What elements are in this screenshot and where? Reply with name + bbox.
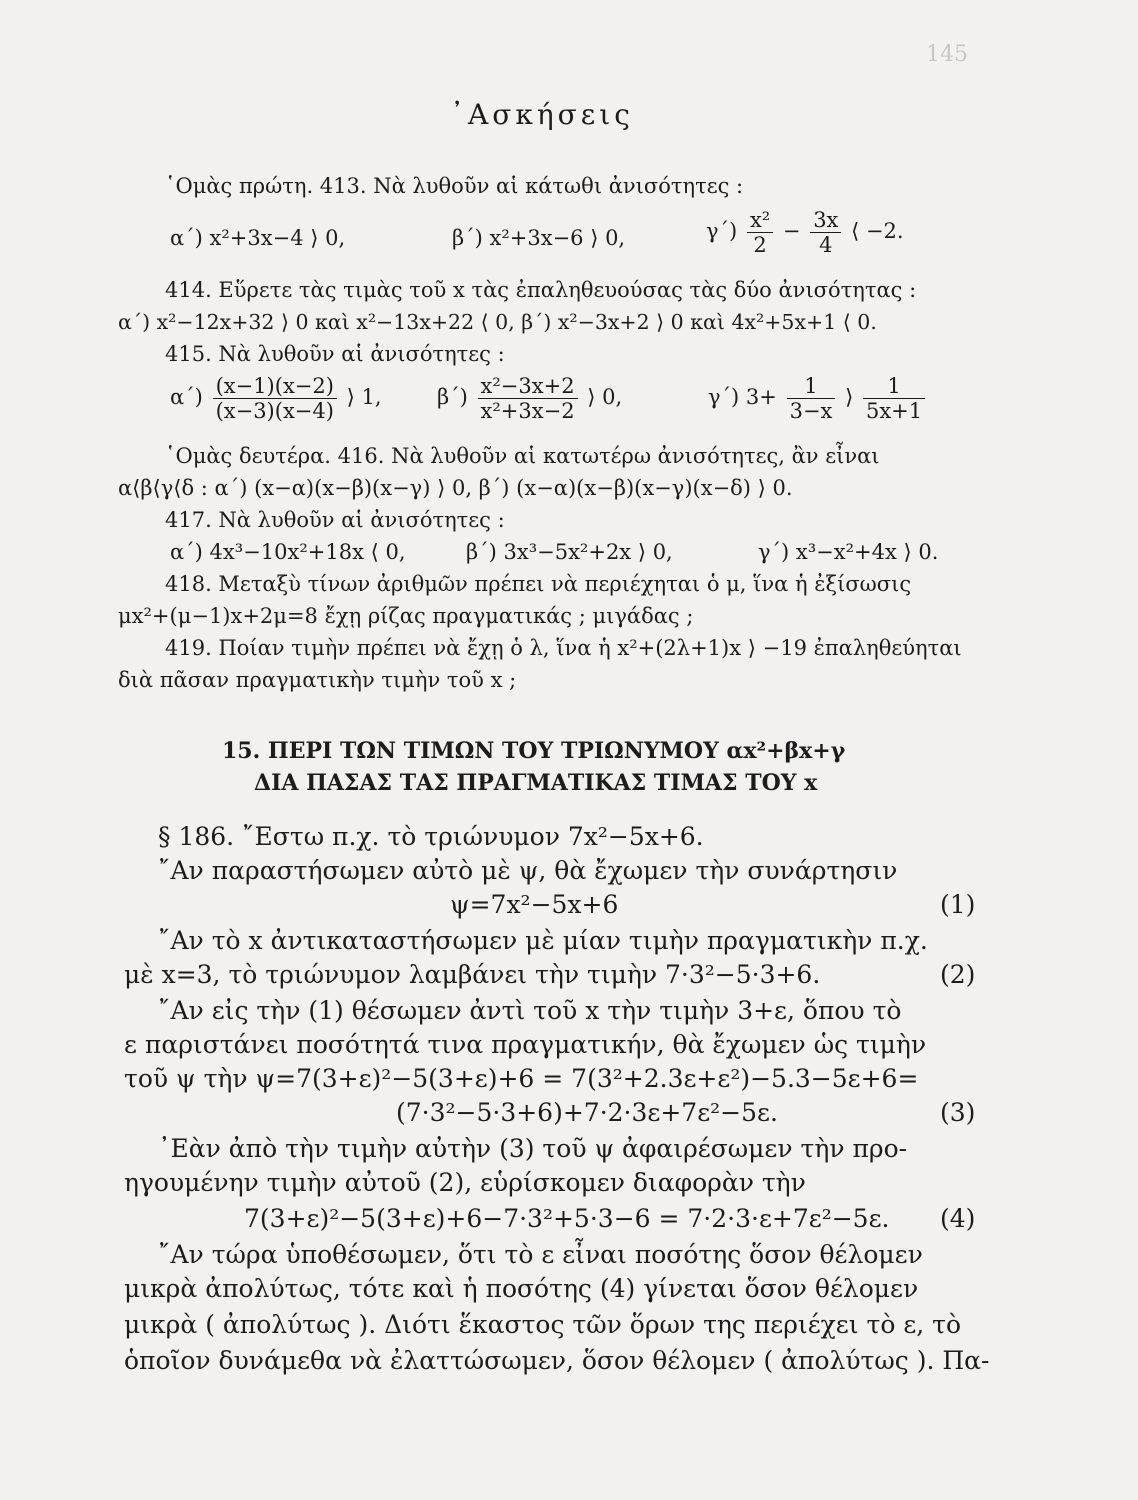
page-number: 145: [926, 42, 968, 67]
exercise-413-c-label: γ΄): [706, 219, 738, 244]
exercise-415-c: γ΄) 3+ $\frac{1}{3-x}$ ⟩ $\frac{1}{5x+1}$: [708, 374, 928, 423]
exercise-413-c: γ΄) $\frac{\text{x²}}{2}$ − $\frac{3x}{4}$ ⟨ −2.: [706, 208, 904, 258]
exercise-417-b: β΄) 3x³−5x²+2x ⟩ 0,: [466, 540, 673, 564]
paragraph-186-start: § 186. ῎Εστω π.χ. τὸ τριώνυμον 7x²−5x+6.: [158, 822, 704, 851]
body-line: μὲ x=3, τὸ τριώνυμον λαμβάνει τὴν τιμὴν 7·3²−5·3+6.: [124, 960, 821, 989]
fraction: $\frac{(x-1)(x-2)}{(x-3)(x-4)}$: [213, 374, 337, 423]
exercise-417-c: γ΄) x³−x²+4x ⟩ 0.: [758, 540, 939, 564]
body-line: μικρὰ ἀπολύτως, τότε καὶ ἡ ποσότης (4) γίνεται ὅσον θέλομεν: [124, 1274, 919, 1303]
page-title: ᾿Ασκήσεις: [450, 98, 634, 131]
fraction: $\frac{3x}{4}$: [810, 208, 841, 257]
exercise-416-parts: α⟨β⟨γ⟨δ : α΄) (x−α)(x−β)(x−γ) ⟩ 0, β΄) (x−α)(x−β)(x−γ)(x−δ) ⟩ 0.: [118, 476, 793, 500]
body-line: ῎Αν παραστήσωμεν αὐτὸ μὲ ψ, θὰ ἔχωμεν τὴν συνάρτησιν: [158, 856, 898, 885]
exercise-418-line2: μx²+(μ−1)x+2μ=8 ἔχῃ ρίζας πραγματικάς ; μιγάδας ;: [118, 604, 694, 628]
fraction: $\frac{\text{x²−3x+2}}{\text{x²+3x−2}}$: [478, 374, 578, 423]
body-line: ε παριστάνει ποσότητά τινα πραγματικήν, θὰ ἔχωμεν ὡς τιμὴν: [124, 1030, 927, 1059]
exercise-417-intro: 417. Νὰ λυθοῦν αἱ ἀνισότητες :: [165, 508, 505, 532]
body-line: ῎Αν τὸ x ἀντικαταστήσωμεν μὲ μίαν τιμὴν πραγματικὴν π.χ.: [158, 926, 928, 955]
equation-3: (7·3²−5·3+6)+7·2·3ε+7ε²−5ε.: [396, 1098, 778, 1127]
section-heading-line1: 15. ΠΕΡΙ ΤΩΝ ΤΙΜΩΝ ΤΟΥ ΤΡΙΩΝΥΜΟΥ αx²+βx+γ: [222, 738, 846, 764]
exercise-417-a: α΄) 4x³−10x²+18x ⟨ 0,: [170, 540, 406, 564]
exercise-419-line2: διὰ πᾶσαν πραγματικὴν τιμὴν τοῦ x ;: [118, 668, 517, 692]
body-line: μικρὰ ( ἀπολύτως ). Διότι ἕκαστος τῶν ὅρων της περιέχει τὸ ε, τὸ: [124, 1310, 962, 1339]
equation-number-2: (2): [940, 960, 976, 989]
exercise-415-b: β΄) $\frac{\text{x²−3x+2}}{\text{x²+3x−2}}$ ⟩ 0,: [437, 374, 623, 424]
equation-4: 7(3+ε)²−5(3+ε)+6−7·3²+5·3−6 = 7·2·3·ε+7ε²−5ε.: [244, 1204, 890, 1233]
exercise-414-parts: α΄) x²−12x+32 ⟩ 0 καὶ x²−13x+22 ⟨ 0, β΄) x²−3x+2 ⟩ 0 καὶ 4x²+5x+1 ⟨ 0.: [118, 310, 877, 334]
equation-1: ψ=7x²−5x+6: [450, 890, 619, 919]
equation-number-4: (4): [940, 1204, 976, 1233]
body-line: ᾿Εὰν ἀπὸ τὴν τιμὴν αὐτὴν (3) τοῦ ψ ἀφαιρέσωμεν τὴν προ-: [158, 1134, 908, 1163]
fraction: $\frac{\text{x²}}{2}$: [747, 208, 773, 257]
equation-number-1: (1): [940, 890, 976, 919]
equation-expansion: τοῦ ψ τὴν ψ=7(3+ε)²−5(3+ε)+6 = 7(3²+2.3ε+ε²)−5.3−5ε+6=: [124, 1064, 919, 1093]
exercise-413-intro: ῾Ομὰς πρώτη. 413. Νὰ λυθοῦν αἱ κάτωθι ἀνισότητες :: [165, 174, 744, 198]
equation-number-3: (3): [940, 1098, 976, 1127]
exercise-415-intro: 415. Νὰ λυθοῦν αἱ ἀνισότητες :: [165, 342, 505, 366]
section-heading-line2: ΔΙΑ ΠΑΣΑΣ ΤΑΣ ΠΡΑΓΜΑΤΙΚΑΣ ΤΙΜΑΣ ΤΟΥ x: [254, 770, 818, 796]
fraction: $\frac{1}{5x+1}$: [863, 374, 925, 423]
fraction: $\frac{1}{3-x}$: [787, 374, 836, 423]
exercise-413-a: α΄) x²+3x−4 ⟩ 0,: [170, 226, 346, 250]
body-line: ῎Αν εἰς τὴν (1) θέσωμεν ἀντὶ τοῦ x τὴν τιμὴν 3+ε, ὅπου τὸ: [158, 996, 902, 1025]
exercise-416-intro: ῾Ομὰς δευτέρα. 416. Νὰ λυθοῦν αἱ κατωτέρω ἀνισότητες, ἂν εἶναι: [165, 444, 880, 468]
body-line: ῎Αν τώρα ὑποθέσωμεν, ὅτι τὸ ε εἶναι ποσότης ὅσον θέλομεν: [158, 1240, 923, 1269]
exercise-415-a: α΄) $\frac{(x-1)(x-2)}{(x-3)(x-4)}$ ⟩ 1,: [170, 374, 382, 424]
exercise-419-line1: 419. Ποίαν τιμὴν πρέπει νὰ ἔχῃ ὁ λ, ἵνα ἡ x²+(2λ+1)x ⟩ −19 ἐπαληθεύηται: [165, 636, 962, 660]
exercise-418-line1: 418. Μεταξὺ τίνων ἀριθμῶν πρέπει νὰ περιέχηται ὁ μ, ἵνα ἡ ἐξίσωσις: [165, 572, 912, 596]
body-line: ὁποῖον δυνάμεθα νὰ ἐλαττώσωμεν, ὅσον θέλομεν ( ἀπολύτως ). Πα-: [124, 1346, 990, 1375]
body-line: ηγουμένην τιμὴν αὐτοῦ (2), εὑρίσκομεν διαφορὰν τὴν: [124, 1168, 806, 1197]
exercise-414-intro: 414. Εὕρετε τὰς τιμὰς τοῦ x τὰς ἐπαληθευούσας τὰς δύο ἀνισότητας :: [165, 278, 917, 302]
exercise-413-b: β΄) x²+3x−6 ⟩ 0,: [452, 226, 626, 250]
